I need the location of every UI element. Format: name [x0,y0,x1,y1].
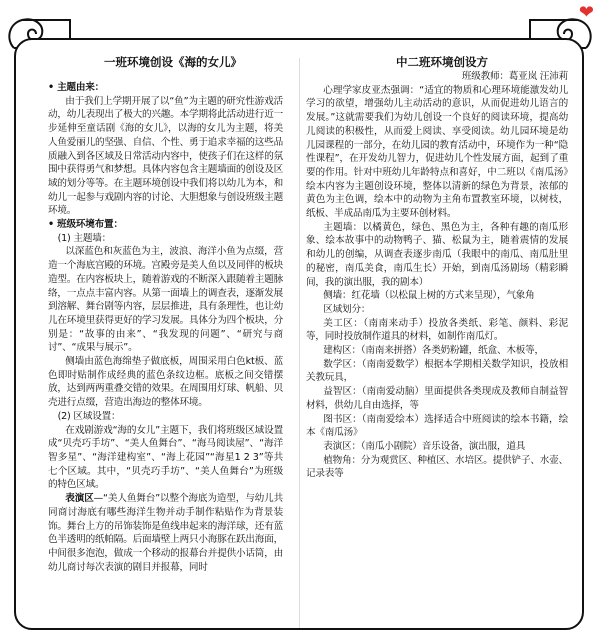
paragraph: 美工区：（南南来动手）投放各类纸、彩笔、颜料、彩泥等，同时投放制作道具的材料，如制作南瓜灯。 [306,317,568,343]
right-title: 中二班环境创设方 [396,55,488,69]
right-column [306,70,568,629]
paragraph: 表演区：（南瓜小剧院）音乐设备，演出服，道具 [323,440,526,452]
heart-icon: ❤ [578,2,594,23]
paragraph: 建构区：（南南来拼搭）各类奶粉罐，纸盒、木板等， [323,345,544,357]
paragraph: 主题墙：以橘黄色，绿色、黑色为主，各种有趣的南瓜形象、绘本故事中的动物鸭子、猫、松鼠为主，随着震情的发展和幼儿的创编，从调查表逐步南瓜（我眼中的南瓜、南瓜肚里的秘密，南瓜美食，南瓜生长）开始，到南瓜汤剧场（精彩瞬间，我的演出服，我的剧本） [306,221,568,288]
paragraph: 区域划分： [323,303,371,315]
paragraph: 在戏剧游戏“海的女儿”主题下，我们将班级区域设置成“贝壳巧手坊”、“美人鱼舞台”、“海马阅读屋”、“海洋智多星”、“海洋建构室”、“海上花园”“海星1 2 3”等共七个区域。其中，“贝壳巧手坊”、“美人鱼舞台”为班级的特色区域。 [48,424,283,491]
paragraph: 植物角：分为观赏区、种植区、水培区。提供铲子、水壶、记录表等 [306,454,568,480]
left-title: 一班环境创设《海的女儿》 [104,55,242,69]
paragraph: 侧墙由蓝色海绵垫子做底板，周围采用白色kt板、蓝色即时贴制作成经典的蓝色条纹边框。底板之间交错摆放，达到两两重叠交错的效果。在周围用灯球、帆船、贝壳进行点缀，营造出海边的整体环境。 [48,356,283,409]
left-column [48,81,283,629]
paragraph: 图书区：（南南爱绘本）选择适合中班阅读的绘本书籍，绘本《南瓜汤》 [306,413,568,439]
paragraph: 益智区：（南南爱动脑）里面提供各类现成及教师自制益智材料，供幼儿自由选择，等 [306,386,568,411]
section-heading: • 主题由来： [48,82,105,93]
paragraph: 心理学家皮亚杰强调：“适宜的物质和心理环境能激发幼儿学习的欲望，增强幼儿主动活动的意识，从而促进幼儿语言的发展。”这就需要我们为幼儿创设一个良好的阅读环境，提高幼儿阅读的积极性，从而爱上阅读、享受阅读。幼儿园环境是幼儿园课程的一部分，在幼儿园的教育活动中，环境作为一种“隐性课程”，在开发幼儿智力，促进幼儿个性发展方面，起到了重要的作用。针对中班幼儿年龄特点和喜好，中二班以《南瓜汤》绘本内容为主题创设环境，整体以清新的绿色为背景，浓郁的黄色为主色调，绘本中的动物为主角布置教室环境，以树枝，纸板、半成品南瓜为主要环创材料。 [306,84,568,220]
paragraph: 由于我们上学期开展了以“鱼”为主题的研究性游戏活动，幼儿表现出了极大的兴趣。本学期将此活动进行近一步延伸至童话剧《海的女儿》，以海的女儿为主题，将美人鱼爱丽儿的坚强、自信、个性、勇于追求幸福的这些品质融入到各区域及日常活动内容中，使孩子们在这样的氛围中获得勇气和梦想。具体内容包含主题墙面的创设及区域的划分等等。在主题环境创设中我们将以幼儿为本，和幼儿一起参与戏剧内容的讨论、大胆想象与创设班级主题环境。 [48,95,283,217]
section-heading: • 班级环境布置： [48,219,123,231]
sub-heading: (2) 区域设置： [57,410,121,422]
paragraph: 表演区—“美人鱼舞台”以整个海底为造型，与幼儿共同商讨海底有哪些海洋生物并动手制作粘贴作为背景装饰。舞台上方的吊饰装饰是鱼线串起来的海洋球，还有蓝色半透明的纸帕隔。后面墙壁上两只小海豚在跃出海面，中间很多泡泡，做成一个移动的报幕台并提供小话筒，由幼儿商讨每次表演的剧目并报幕，同时 [48,493,283,573]
teacher-line: 班级教师：葛亚岚 汪沛莉 [461,71,568,82]
sub-heading: (1) 主题墙： [57,232,112,244]
column-divider [299,58,300,628]
paragraph: 以深蓝色和灰蓝色为主，波浪、海洋小鱼为点缀，营造一个海底宫殿的环境。宫殿旁是美人鱼以及同伴的板块造型。在内容板块上，随着游戏的不断深入跟随着主题脉络，一点点丰富内容。从第一面墙上的调查表，逐渐发展到溶解、舞台剧等内容，层层推进，具有条理性，也让幼儿在环境里获得更好的学习发展。具体分为四个板块，分别是：“故事的由来”、“我发现的问题”、“研究与商讨”、“成果与展示”。 [48,246,283,354]
paragraph: 侧墙：红花墙（以松鼠上树的方式来呈现），气象角 [323,290,535,302]
paragraph: 数学区：（南南爱数学）根据本学期相关数学知识，投放相关教玩具， [306,358,568,384]
